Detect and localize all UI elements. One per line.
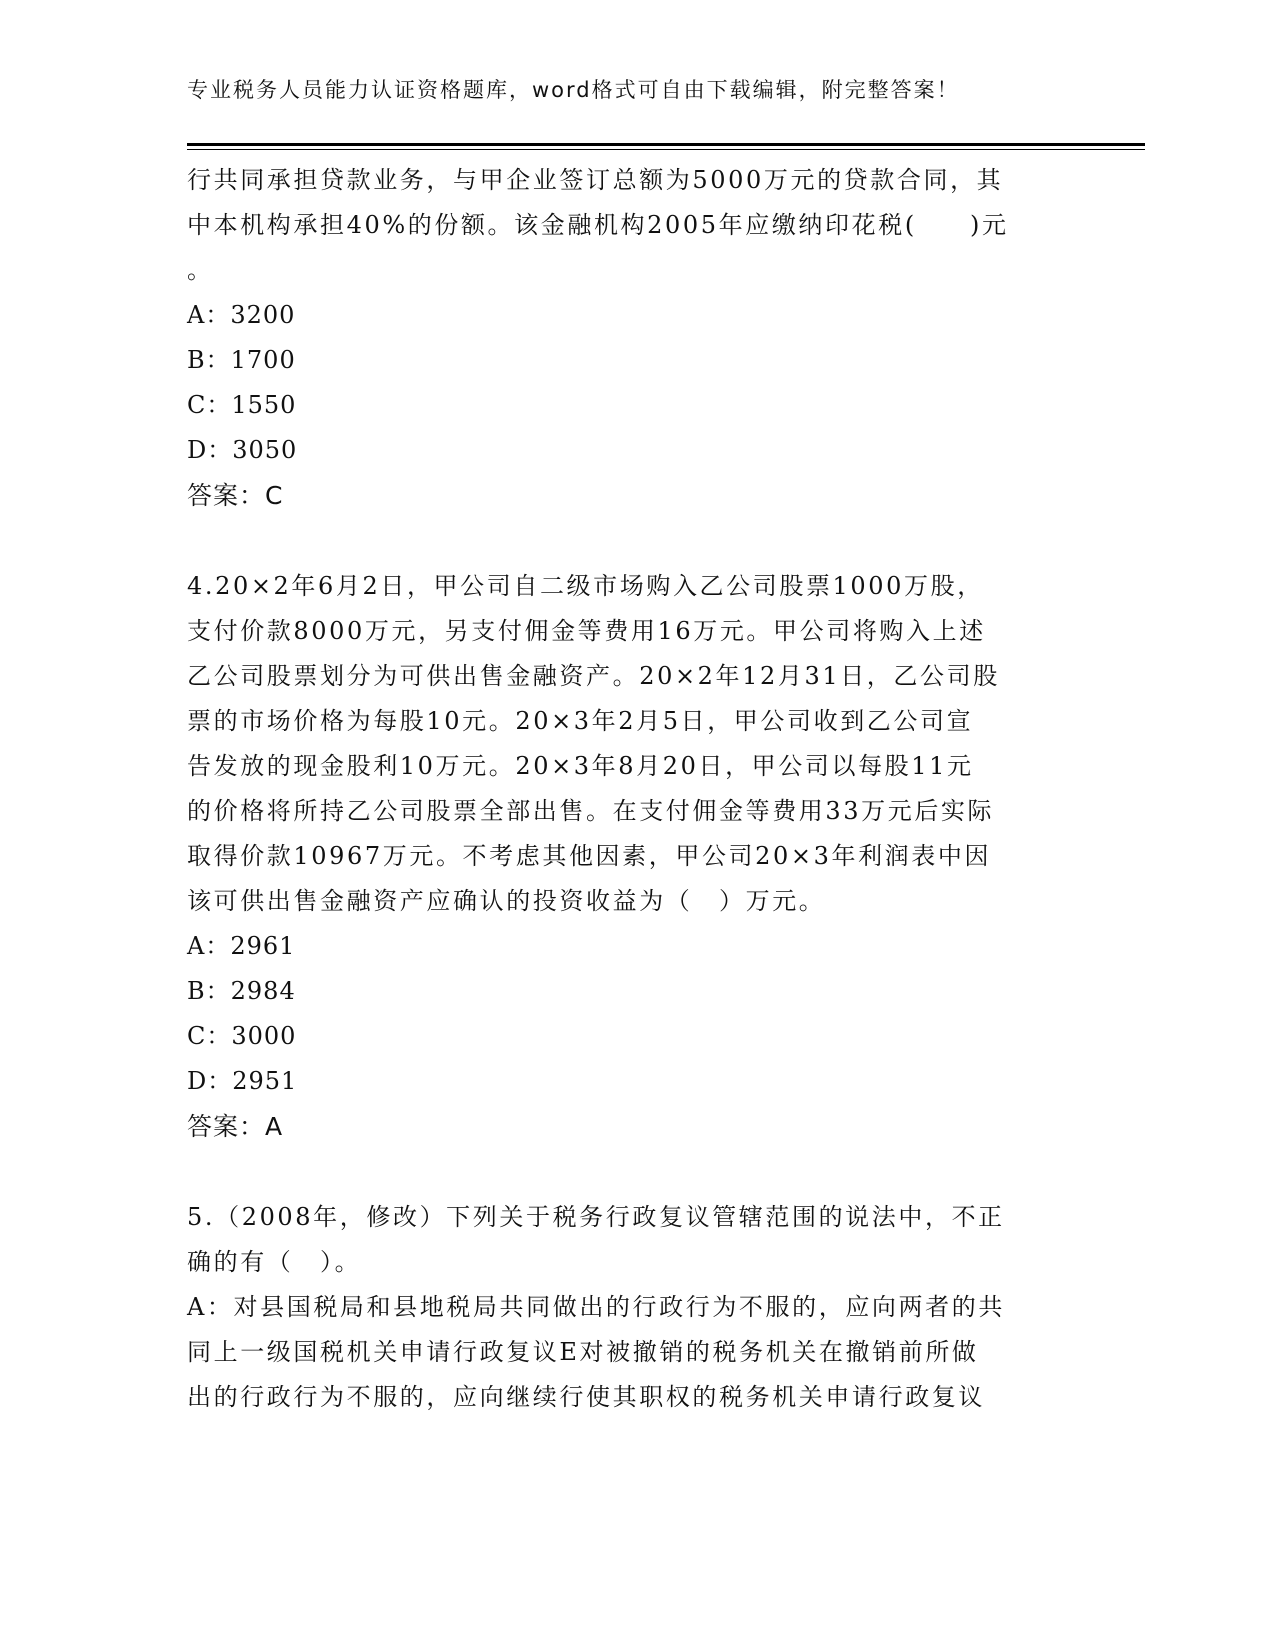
header-rule-thick bbox=[187, 143, 1145, 146]
option-a-text-line: 出的行政行为不服的，应向继续行使其职权的税务机关申请行政复议 bbox=[187, 1383, 985, 1411]
page-header: 专业税务人员能力认证资格题库，word格式可自由下载编辑，附完整答案！ bbox=[187, 78, 960, 102]
question-5 bbox=[187, 1195, 1077, 1420]
option-b: B：2984 bbox=[187, 977, 296, 1005]
option-a-text-line: A：对县国税局和县地税局共同做出的行政行为不服的，应向两者的共 bbox=[187, 1293, 1005, 1321]
question-text-line: 确的有（ ）。 bbox=[187, 1248, 362, 1276]
option-d: D：3050 bbox=[187, 436, 298, 464]
option-a: A：2961 bbox=[187, 932, 296, 960]
question-4 bbox=[187, 564, 1077, 1149]
question-text-line: 行共同承担贷款业务，与甲企业签订总额为5000万元的贷款合同，其 bbox=[187, 166, 1004, 194]
option-c: C：1550 bbox=[187, 391, 297, 419]
question-text-line: 取得价款10967万元。不考虑其他因素，甲公司20×3年利润表中因 bbox=[187, 842, 992, 870]
spacer bbox=[187, 1149, 1077, 1195]
answer: 答案：A bbox=[187, 1112, 284, 1141]
option-d: D：2951 bbox=[187, 1067, 298, 1095]
question-text-line: 告发放的现金股利10万元。20×3年8月20日，甲公司以每股11元 bbox=[187, 752, 974, 780]
option-b: B：1700 bbox=[187, 346, 296, 374]
question-text-line: 该可供出售金融资产应确认的投资收益为（ ）万元。 bbox=[187, 887, 826, 915]
spacer bbox=[187, 518, 1077, 564]
question-text-line: 支付价款8000万元，另支付佣金等费用16万元。甲公司将购入上述 bbox=[187, 617, 986, 645]
header-rule-thin bbox=[187, 149, 1145, 150]
question-text-line: 票的市场价格为每股10元。20×3年2月5日，甲公司收到乙公司宣 bbox=[187, 707, 974, 735]
question-3 bbox=[187, 158, 1077, 518]
option-c: C：3000 bbox=[187, 1022, 297, 1050]
question-text-line: 5.（2008年，修改）下列关于税务行政复议管辖范围的说法中，不正 bbox=[187, 1203, 1005, 1231]
question-text-line: 中本机构承担40%的份额。该金融机构2005年应缴纳印花税( )元 bbox=[187, 211, 1009, 239]
option-a-text-line: 同上一级国税机关申请行政复议E对被撤销的税务机关在撤销前所做 bbox=[187, 1338, 979, 1366]
question-text-line: 4.20×2年6月2日，甲公司自二级市场购入乙公司股票1000万股， bbox=[187, 572, 984, 600]
question-text-line: 乙公司股票划分为可供出售金融资产。20×2年12月31日，乙公司股 bbox=[187, 662, 1000, 690]
question-text-line: 。 bbox=[187, 256, 214, 284]
document-body bbox=[187, 158, 1077, 1420]
option-a: A：3200 bbox=[187, 301, 296, 329]
question-text-line: 的价格将所持乙公司股票全部出售。在支付佣金等费用33万元后实际 bbox=[187, 797, 995, 825]
answer: 答案：C bbox=[187, 481, 284, 510]
